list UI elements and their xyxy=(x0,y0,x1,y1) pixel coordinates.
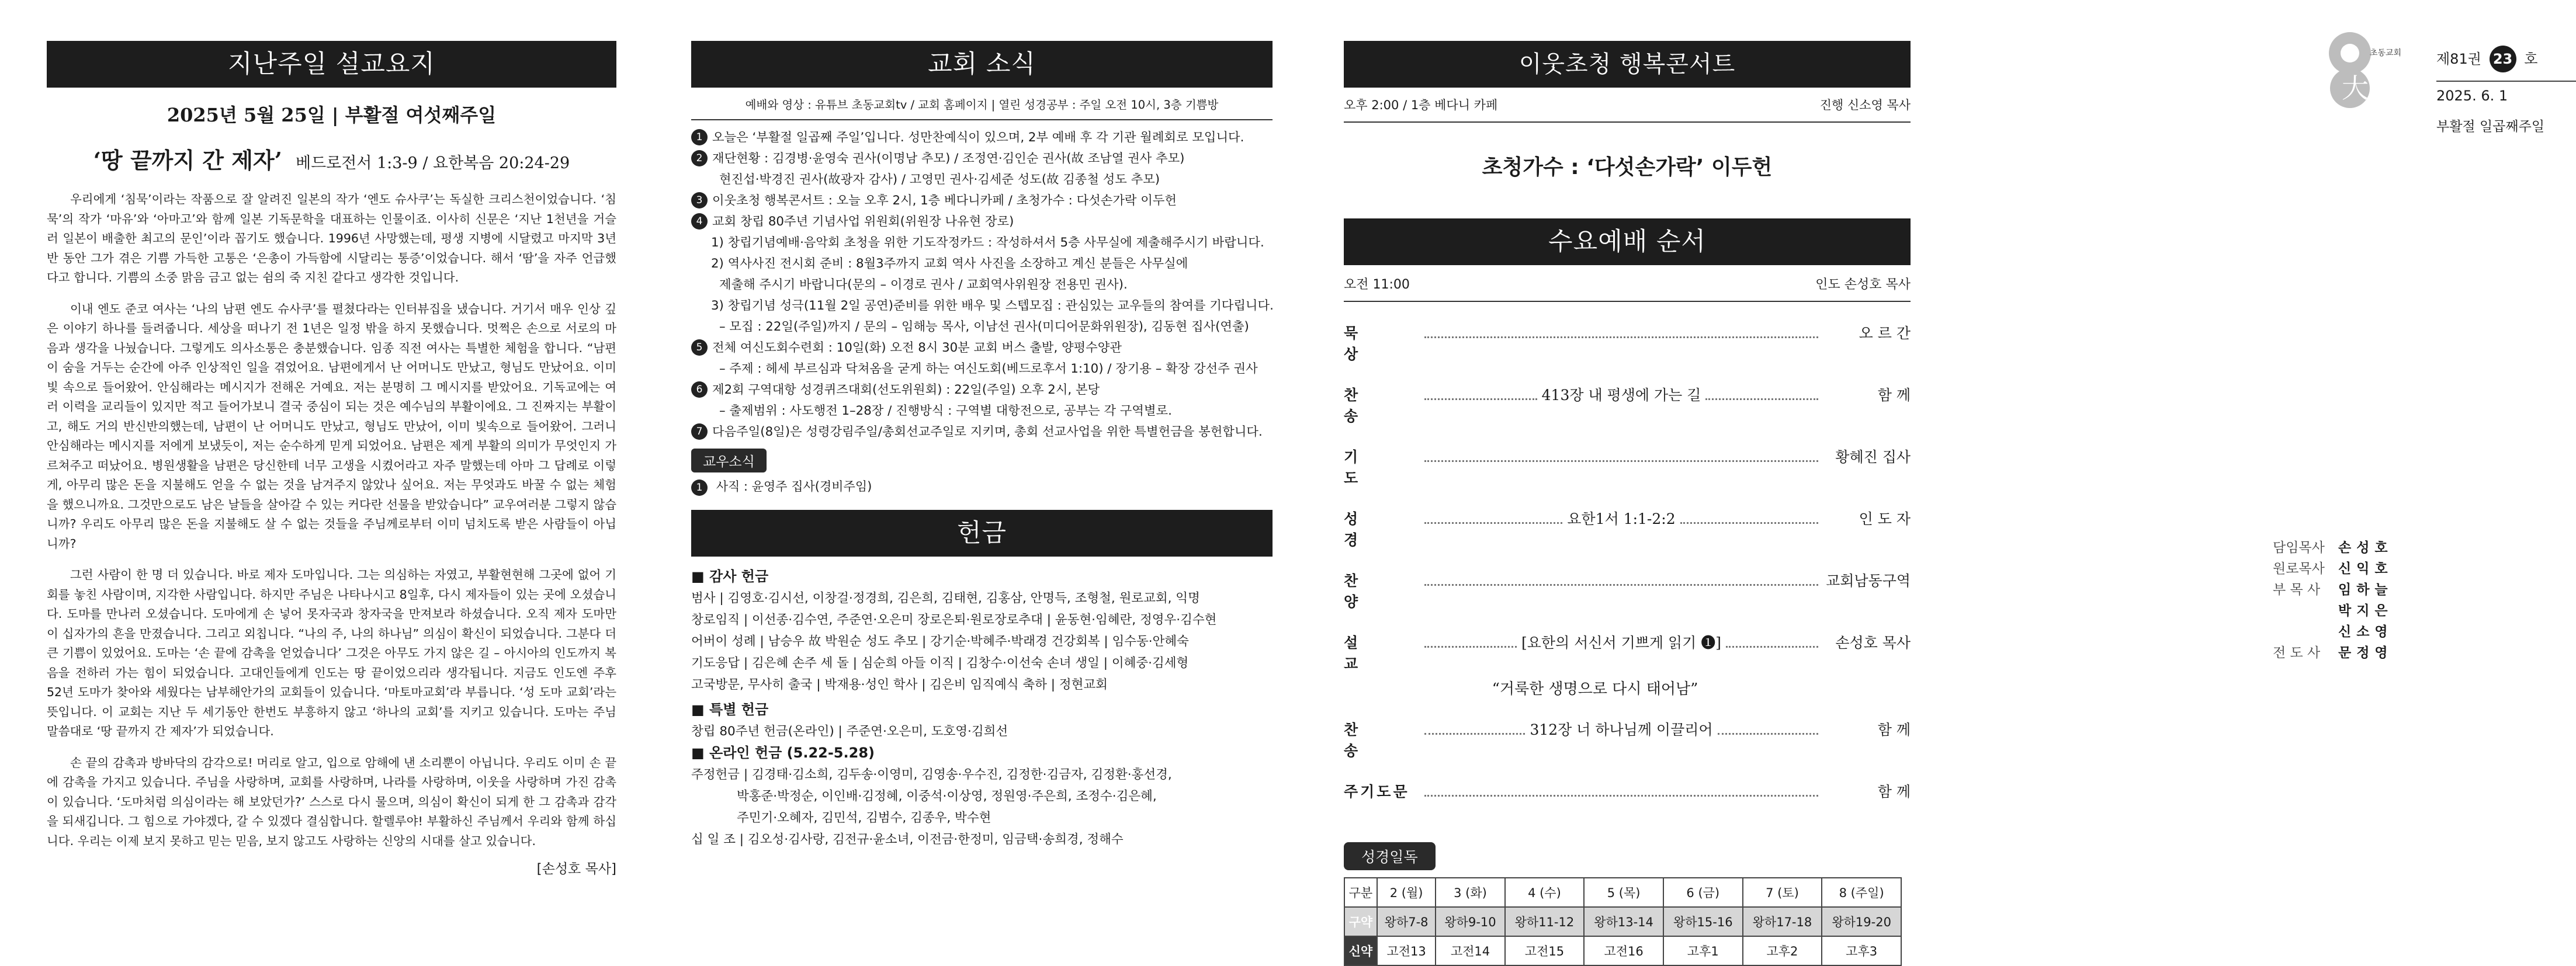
bible-cell: 2 (월) xyxy=(1377,878,1436,907)
order-label: 찬 양 xyxy=(1344,572,1374,610)
order-list xyxy=(1344,322,1911,801)
order-row xyxy=(1344,322,1911,364)
worship-info: 예배와 영상 : 유튜브 초동교회tv / 교회 홈페이지 | 열린 성경공부 : 주일 오전 10시, 3층 기쁨방 xyxy=(691,88,1273,120)
sermon-body xyxy=(47,190,616,851)
news-item-text: 3) 창립기념 성극(11월 2일 공연)준비를 위한 배우 및 스텝모집 : 관심있는 교우들의 참여를 기다립니다. xyxy=(711,298,1274,313)
giving-row: 주정헌금 | 김경태·김소희, 김두송·이영미, 김영송·우수진, 김정한·김금자, 김정환·홍선경, xyxy=(691,767,1172,782)
news-item xyxy=(691,127,1273,148)
news-item-text: 다음주일(8일)은 성령강림주일/총회선교주일로 지키며, 총회 선교사업을 위한 특별헌금을 봉헌합니다. xyxy=(712,425,1263,439)
news-item xyxy=(691,296,1273,317)
news-item xyxy=(691,169,1273,190)
staff-news-number: 1 xyxy=(691,479,708,496)
order-person: 황혜진 집사 xyxy=(1835,449,1911,465)
news-item-number: 5 xyxy=(691,339,708,356)
staff-name: 신익호 xyxy=(2338,561,2393,576)
concert-time: 오후 2:00 / 1층 베다니 카페 xyxy=(1344,98,1498,112)
news-item-text: 오늘은 ‘부활절 일곱째 주일’입니다. 성만찬예식이 있으며, 2부 예배 후 각 기관 월례회로 모입니다. xyxy=(712,130,1244,145)
news-item xyxy=(691,401,1273,422)
news-item-text: 전체 여신도회수련회 : 10일(화) 오전 8시 30분 교회 버스 출발, 양평수양관 xyxy=(712,340,1122,355)
bible-cell: 4 (수) xyxy=(1505,878,1585,907)
giving-row: 기도응답 | 김은혜 손주 세 돌 | 심순희 아들 이직 | 김창수·이선숙 손녀 생일 | 이혜중·김세형 xyxy=(691,656,1189,670)
staff-role: 전 도 사 xyxy=(2273,645,2321,661)
sermon-title-block xyxy=(47,143,616,175)
staff-entry xyxy=(2273,558,2393,579)
bible-cell: 왕하13-14 xyxy=(1584,907,1663,936)
news-item-number: 7 xyxy=(691,423,708,440)
leader-dots xyxy=(1424,454,1818,462)
giving-thanks-section xyxy=(691,566,1273,850)
staff-name: 손성호 xyxy=(2338,540,2393,555)
order-leader: 인도 손성호 목사 xyxy=(1815,277,1911,292)
news-item xyxy=(691,253,1273,274)
leader-dots xyxy=(1424,727,1525,735)
giving-online-title: ■ 온라인 헌금 (5.22-5.28) xyxy=(691,745,875,761)
leader-dots xyxy=(1705,392,1818,400)
news-item xyxy=(691,274,1273,296)
bible-header-row xyxy=(1344,878,1901,907)
news-item xyxy=(691,211,1273,232)
news-item-text: 이웃초청 행복콘서트 : 오늘 오후 2시, 1층 베다니카페 / 초청가수 : 다섯손가락 이두헌 xyxy=(712,193,1177,208)
order-row xyxy=(1344,631,1911,673)
concert-singer: 초청가수 : ‘다섯손가락’ 이두헌 xyxy=(1482,155,1773,179)
news-item-text: – 주제 : 헤세 부르심과 닥쳐옴을 굳게 하는 여신도회(베드로후서 1:10) / 장기용 – 확장 강선주 권사 xyxy=(719,362,1258,376)
news-item-text: 현진섭·박경진 권사(故광자 감사) / 고영민 권사·김세준 성도(故 김종철 성도 추모) xyxy=(719,172,1160,187)
news-item-text: – 모집 : 22일(주일)까지 / 문의 – 임해능 목사, 이남선 권사(미디어문화위원장), 김동현 집사(연출) xyxy=(719,319,1249,334)
order-person: 오 르 간 xyxy=(1859,325,1911,342)
bible-cell: 왕하19-20 xyxy=(1822,907,1901,936)
issue-divider xyxy=(2436,81,2576,82)
sermon-paragraph: 우리에게 ‘침묵’이라는 작품으로 잘 알려진 일본의 작가 ‘엔도 슈사쿠’는 독실한 크리스천이었습니다. ‘침묵’의 작가 ‘마유’와 ‘아마고’와 함께 일본 기독문학을 대표하는 인물이죠. 이사히 신문은 ‘지난 1천년을 거슬러 일본이 배출한 최고의 문인’이라 꼽기도 했습니다. 1996년 사망했는데, 평생 지병에 시달렸고 마지막 3년 반 동안 그가 겪은 기쁨 가득한 고통은 ‘은총이 가득함에 시달리는 통증’이었습니다. 해서 ‘땀’을 자주 언급했다고 합니다. 기쁨의 소중 맑음 금고 없는 쉼의 죽 지친 같다고 생각한 것입니다. xyxy=(47,192,616,284)
concert-banner: 이웃초청 행복콘서트 xyxy=(1344,41,1911,88)
bible-cell: 3 (화) xyxy=(1436,878,1504,907)
leader-dots xyxy=(1726,640,1818,648)
leader-dots xyxy=(1424,640,1517,648)
bible-cell: 5 (목) xyxy=(1584,878,1663,907)
concert-host: 진행 신소영 목사 xyxy=(1819,98,1911,112)
bible-cell: 구약 xyxy=(1344,907,1377,936)
issue-date: 2025. 6. 1 xyxy=(2436,88,2508,104)
sermon-title: ‘땅 끝까지 간 제자’ xyxy=(93,147,282,173)
order-row xyxy=(1344,780,1911,801)
sermon-scripture: 베드로전서 1:3-9 / 요한복음 20:24-29 xyxy=(295,154,570,172)
news-item-text: – 출제범위 : 사도행전 1–28장 / 진행방식 : 구역별 대항전으로, 공부는 각 구역별로. xyxy=(719,404,1172,418)
church-logo xyxy=(2320,26,2402,108)
giving-row: 주민기·오혜자, 김민석, 김범수, 김종우, 박수현 xyxy=(737,811,991,825)
order-person: 함 께 xyxy=(1877,721,1911,738)
order-label: 성 경 xyxy=(1344,510,1374,548)
staff-entry xyxy=(2273,579,2393,600)
bible-cell: 구분 xyxy=(1344,878,1377,907)
order-content: 413장 내 평생에 가는 길 xyxy=(1541,387,1701,404)
order-label: 주기도문 xyxy=(1344,783,1410,800)
staff-role: 부 목 사 xyxy=(2273,582,2321,597)
sermon-paragraph: 손 끝의 감촉과 방바닥의 감각으로! 머리로 알고, 입으로 암해에 낸 소리뿐이 아닙니다. 우리도 이미 손 끝에 감촉을 가지고 있습니다. 주님을 사랑하며, 교회를 사랑하며, 나라를 사랑하며, 이웃을 사랑하며 가진 감촉이 있습니다. ‘도마처럼 의심이라는 해 보았던가?’ 스스로 다시 물으며, 의심이 확신이 되게 한 그 감촉과 감각을 되새깁니다. 그 힘으로 가야겠다, 갈 수 있겠다 결심합니다. 할렐루야! 부활하신 주님께서 우리와 함께 하십니다. 우리는 이제 보지 못하고 믿는 믿음, 보지 않고도 사랑하는 신앙의 시대를 살고 있습니다. xyxy=(47,755,616,848)
order-row xyxy=(1344,569,1911,611)
bible-cell: 왕하11-12 xyxy=(1505,907,1585,936)
order-row xyxy=(1344,446,1911,488)
news-item-text: 1) 창립기념예배·음악회 초청을 위한 기도작정카드 : 작성하셔서 5층 사무실에 제출해주시기 바랍니다. xyxy=(711,235,1264,250)
order-label: 찬 송 xyxy=(1344,721,1374,759)
staff-role: 원로목사 xyxy=(2273,561,2325,576)
logo-church-name: 초동교회 xyxy=(2370,48,2402,58)
sermon-paragraph: 이내 엔도 준코 여사는 ‘나의 남편 엔도 슈사쿠’를 펼쳤다라는 인터뷰집을 냈습니다. 거기서 매우 인상 깊은 이야기 하나를 들려줍니다. 세상을 떠나기 전 1년은 일정 밖을 하지 못했습니다. 멋쩍은 손으로 서로의 마음과 생각을 나눴습니다. 그렇게도 의사소통은 충분했습니다. 임종 직전 여사는 특별한 체험을 합니다. “남편이 숨을 거두는 순간에 아주 인상적인 일을 겪었어요. 남편에게서 난 어머니도 만났고, 형님도 만났어요. 이미 빛 속으로 들어왔어. 안심해라는 메시지가 전해온 거예요. 저는 분명히 그 메시지를 받았어요. 기독교에는 여러 이력을 교리들이 있지만 적고 들어가보니 결국 중심이 되는 것은 예수님의 부활이에요. 그 진짜지는 부활이고, 해도 거의 반신반의했는데, 남편이 난 어머니도 만났고, 형님도 만났어, 이미 빛속으로 들어왔어. 그러니 안심해라는 메시지를 저에게 보냈듯이, 저는 순수하게 믿게 되었어요. 남편은 제게 부활의 의미가 무엇인지 가르쳐주고 떠났어요. 병원생활을 남편은 당신한테 너무 고생을 시켰어라고 자주 말했는데 아마 그 답례로 이렇게, 아무리 많은 돈을 지불해도 얻을 수 없는 것을 남겨주지 않았나 싶어요. 저는 무엇과도 바꿀 수 없는 체험을 했으니까요. 그것만으로도 남은 날들을 살아갈 수 있는 커다란 선물을 받았습니다” 교우여러분 그렇지 않습니까? 우리도 아무리 많은 돈을 지불해도 살 수 없는 것들을 주님께로부터 이미 넘치도록 받은 사람들이 아닙니까? xyxy=(47,301,616,551)
giving-row: 어버이 성례 | 남승우 故 박원순 성도 추모 | 강기순·박혜주·박래경 건강회복 | 임수동·안혜숙 xyxy=(691,634,1189,649)
news-item-text: 2) 역사사진 전시회 준비 : 8월3주까지 교회 역사 사진을 소장하고 계신 분들은 사무실에 xyxy=(711,256,1188,271)
news-banner: 교회 소식 xyxy=(691,41,1273,88)
staff-entry xyxy=(2273,621,2393,642)
bible-cell: 고전14 xyxy=(1436,936,1504,965)
order-person: 함 께 xyxy=(1877,783,1911,800)
bible-cell: 8 (주일) xyxy=(1822,878,1901,907)
leader-dots xyxy=(1718,727,1818,735)
staff-news-pill: 교우소식 xyxy=(691,449,767,472)
news-item-number: 2 xyxy=(691,150,708,166)
bible-cell: 고전15 xyxy=(1505,936,1585,965)
staff-entry xyxy=(2273,600,2393,621)
bible-cell: 고전13 xyxy=(1377,936,1436,965)
order-banner: 수요예배 순서 xyxy=(1344,218,1911,265)
sermon-subtitle: “거룩한 생명으로 다시 태어남” xyxy=(1492,680,1698,698)
news-item-text: 제출해 주시기 바랍니다(문의 – 이경로 권사 / 교회역사위원장 전용민 권사). xyxy=(719,277,1128,292)
issue-sunday: 부활절 일곱째주일 xyxy=(2436,119,2545,134)
issue-suffix: 호 xyxy=(2524,51,2538,67)
giving-special-title: ■ 특별 헌금 xyxy=(691,701,769,718)
issue-badge: 23 xyxy=(2490,46,2516,72)
order-person: 인 도 자 xyxy=(1859,510,1911,527)
issue-volume: 제81권 xyxy=(2436,51,2481,67)
order-meta xyxy=(1344,265,1911,302)
bible-cell: 왕하9-10 xyxy=(1436,907,1504,936)
news-item xyxy=(691,422,1273,443)
giving-online-rows xyxy=(691,764,1273,850)
giving-row: 범사 | 김영호·김시선, 이창걸·정경희, 김은희, 김태현, 김홍삼, 안명득, 조형철, 원로교회, 익명 xyxy=(691,591,1200,606)
staff-role: 담임목사 xyxy=(2273,540,2325,555)
news-column xyxy=(691,41,1273,850)
news-item-text: 재단현황 : 김경병·윤영숙 권사(이명남 추모) / 조정연·김인순 권사(故 조남열 권사 추모) xyxy=(712,151,1185,166)
bible-cell: 고후2 xyxy=(1743,936,1822,965)
staff-name: 문정영 xyxy=(2338,645,2393,661)
bible-cell: 왕하15-16 xyxy=(1663,907,1743,936)
bible-nt-row xyxy=(1344,936,1901,965)
sermon-column xyxy=(47,41,616,877)
bible-cell: 고전16 xyxy=(1584,936,1663,965)
news-item-text: 제2회 구역대항 성경퀴즈대회(선도위원회) : 22일(주일) 오후 2시, 본당 xyxy=(712,383,1100,397)
bible-ot-row xyxy=(1344,907,1901,936)
giving-row: 고국방문, 무사히 출국 | 박재용·성인 학사 | 김은비 임직예식 축하 | 정현교회 xyxy=(691,677,1108,692)
giving-row: 창로임직 | 이선종·김수연, 주준연·오은미 장로은퇴·원로장로추대 | 윤동현·임혜란, 정영우·김수현 xyxy=(691,613,1217,627)
sermon-banner: 지난주일 설교요지 xyxy=(47,41,616,88)
staff-name: 박지은 xyxy=(2338,603,2393,618)
leader-dots xyxy=(1424,516,1562,524)
order-label: 묵 상 xyxy=(1344,325,1374,363)
order-column xyxy=(1344,41,1911,966)
order-label: 찬 송 xyxy=(1344,387,1374,425)
staff-news-item xyxy=(691,477,1273,496)
giving-thanks-rows xyxy=(691,588,1273,696)
sermon-signature: [손성호 목사] xyxy=(536,861,616,877)
staff-list xyxy=(2273,537,2393,663)
order-row xyxy=(1344,718,1911,760)
giving-special-rows xyxy=(691,721,1273,742)
news-item-number: 3 xyxy=(691,192,708,209)
giving-banner: 헌금 xyxy=(691,510,1273,557)
staff-name: 임하늘 xyxy=(2338,582,2393,597)
sermon-date: 2025년 5월 25일 | 부활절 여섯째주일 xyxy=(167,104,497,126)
giving-row: 창립 80주년 헌금(온라인) | 주준연·오은미, 도호영·김희선 xyxy=(691,724,1008,739)
sermon-paragraph: 그런 사람이 한 명 더 있습니다. 바로 제자 도마입니다. 그는 의심하는 자였고, 부활현현해 그곳에 없어 기회를 놓친 사람이며, 지각한 사람입니다. 하지만 주님은 나타나시고 8일후, 다시 제자들이 있는 곳에 오셨습니다. 도마를 만나러 오셨습니다. 도마에게 손 넣어 못자국과 창자국을 만져보라 하셨습니다. 오직 제자 도마만이 십자가의 흔을 만졌습니다. 그리고 외칩니다. “나의 주, 나의 하나님” 의심이 확신이 되었습니다. 그분다 더 큰 기쁨이 있었어요. 도마는 ‘손 끝에 감촉을 얻었습니다’ 그것은 아무도 가지 않은 길 – 아시아의 인도까지 복음을 전하러 가는 힘이 되었습니다. 고대인들에게 인도는 땅 끝이었으리라 생각됩니다. 지금도 인도엔 주후 52년 도마가 찾아와 세웠다는 남부해안가의 교회들이 있습니다. ‘마토마교회’라 부릅니다. ‘성 도마 교회’라는 뜻입니다. 이 교회는 지난 두 세기동안 한번도 부흥하지 않고 ‘하나의 교회’를 지키고 있습니다. 도마는 주님 말씀대로 ‘땅 끝까지 간 제자’가 되었습니다. xyxy=(47,568,616,738)
news-item xyxy=(691,380,1273,401)
news-item xyxy=(691,359,1273,380)
news-item xyxy=(691,317,1273,338)
bible-cell: 왕하17-18 xyxy=(1743,907,1822,936)
leader-dots xyxy=(1424,392,1537,400)
bible-cell: 신약 xyxy=(1344,936,1377,965)
order-content: 312장 너 하나님께 이끌리어 xyxy=(1530,721,1713,738)
staff-name: 신소영 xyxy=(2338,624,2393,640)
news-list xyxy=(691,127,1273,443)
bible-cell: 6 (금) xyxy=(1663,878,1743,907)
order-person: 교회남동구역 xyxy=(1826,572,1911,589)
issue-number xyxy=(2436,46,2537,72)
order-person: 손성호 목사 xyxy=(1835,634,1911,651)
giving-row: 십 일 조 | 김오성·김사랑, 김전규·윤소녀, 이전금·한정미, 임금택·송희경, 정해수 xyxy=(691,832,1124,847)
bible-pill: 성경일독 xyxy=(1344,842,1436,870)
staff-entry xyxy=(2273,642,2393,663)
bible-cell: 고후1 xyxy=(1663,936,1743,965)
order-content: 요한1서 1:1-2:2 xyxy=(1567,510,1676,527)
leader-dots xyxy=(1424,331,1818,338)
bible-section xyxy=(1344,842,1911,966)
logo-glyph: 大 xyxy=(2342,72,2369,104)
order-content: [요한의 서신서 기쁘게 읽기 ❶] xyxy=(1521,634,1721,651)
order-person: 함 께 xyxy=(1877,387,1911,404)
news-item-number: 1 xyxy=(691,129,708,145)
order-label: 설 교 xyxy=(1344,634,1374,672)
giving-thanks-title: ■ 감사 헌금 xyxy=(691,568,769,585)
leader-dots xyxy=(1424,789,1818,797)
news-item xyxy=(691,190,1273,211)
news-item xyxy=(691,148,1273,169)
concert-meta xyxy=(1344,88,1911,123)
staff-news-text: 사직 : 윤영주 집사(경비주임) xyxy=(716,479,872,494)
news-item-text: 교회 창립 80주년 기념사업 위원회(위원장 나유현 장로) xyxy=(712,214,1014,229)
news-item-number: 6 xyxy=(691,381,708,398)
bible-cell: 7 (토) xyxy=(1743,878,1822,907)
bible-cell: 왕하7-8 xyxy=(1377,907,1436,936)
bible-table xyxy=(1344,877,1902,966)
news-item-number: 4 xyxy=(691,213,708,230)
leader-dots xyxy=(1680,516,1818,524)
order-row xyxy=(1344,508,1911,550)
news-item xyxy=(691,232,1273,253)
news-item xyxy=(691,338,1273,359)
order-time: 오전 11:00 xyxy=(1344,277,1410,292)
order-row xyxy=(1344,384,1911,426)
staff-entry xyxy=(2273,537,2393,558)
leader-dots xyxy=(1424,578,1818,586)
order-label: 기 도 xyxy=(1344,449,1374,487)
giving-row: 박홍준·박정순, 이인배·김정혜, 이중석·이상영, 정원영·주은희, 조정수·김은혜, xyxy=(737,789,1157,804)
bible-cell: 고후3 xyxy=(1822,936,1901,965)
